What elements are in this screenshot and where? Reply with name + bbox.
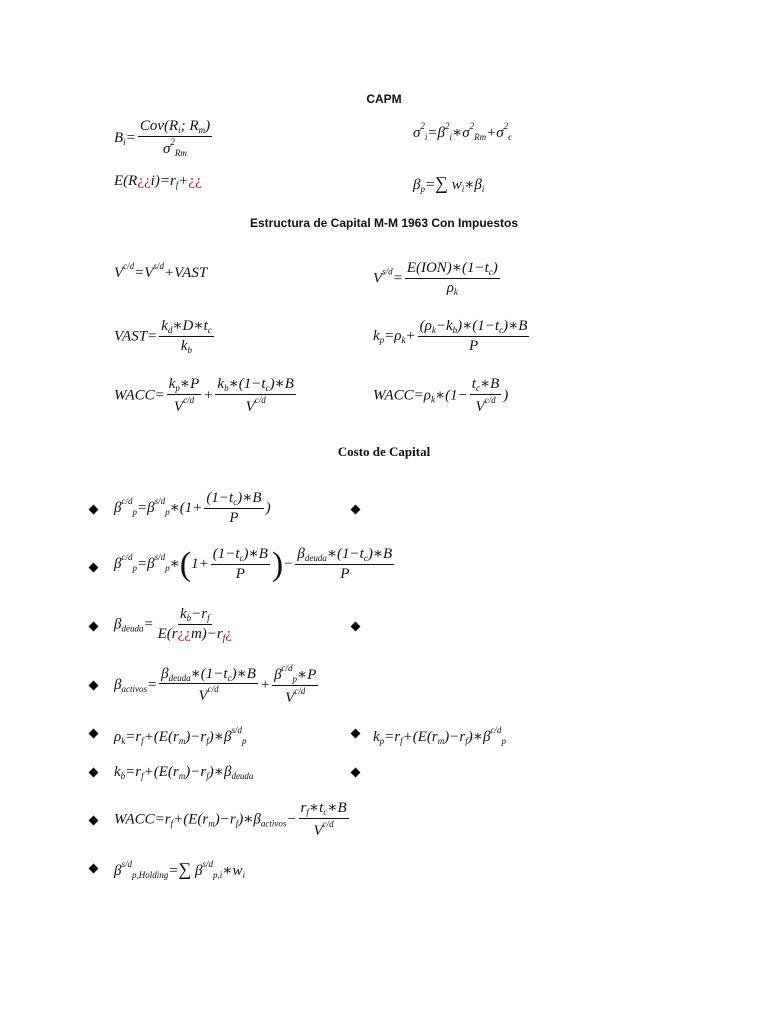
formula-beta-activos: $\beta_{activos}=$ $\beta_{deuda}∗(1-t_c)∗B$ $V^{c/d}$ + $\frac{\beta^{c/d}_p∗P}{V^{c/d}}$: [114, 663, 317, 706]
bullet: [89, 768, 99, 778]
bullet: [351, 622, 361, 632]
formula-wacc-capm: $WACC=r_f+(E(r_m)-r_f)∗\beta_{activos}-$ $\frac{r_f∗t_c∗B}{V^{c/d}}$: [114, 800, 347, 839]
formula-kp: $k_p=\rho_k+$ $\frac{(\rho_k-k_b)∗(1-t_c)∗B}{P}$: [373, 318, 528, 354]
bullet: [89, 622, 99, 632]
formula-value-unlevered: $V^{s/d}=$ $E(ION)∗(1-t_c)$ $\rho_k$: [373, 260, 498, 297]
formula-kb-capm: $k_b=r_f+(E(r_m)-r_f)∗\beta_{deuda}$: [114, 764, 254, 781]
formula-kp-capm: $k_p=r_f+(E(r_m)-r_f)∗\beta^{c/d}_p$: [373, 725, 506, 746]
formula-beta-levered-1: $\beta^{c/d}_p=\beta^{s/d}_p∗(1+$ $\frac{(1-t_c)∗B}{P}$ ): [114, 490, 271, 526]
formula-beta-holding: $\beta^{s/d}_{p,Holding}=\sum$ $\beta^{s/d}_{p,i}∗w_i$: [114, 859, 245, 880]
formula-wacc-1: WACC= $\frac{k_p∗P}{V^{c/d}}$ + $\frac{k_b∗(1-t_c)∗B}{V^{c/d}}$: [114, 376, 294, 415]
bullet: [89, 816, 99, 826]
bullet: [89, 864, 99, 874]
bullet: [351, 505, 361, 515]
bullet: [89, 563, 99, 573]
section-title-mm: Estructura de Capital M-M 1963 Con Impuestos: [249, 216, 519, 230]
formula-value-levered: $V^{c/d}=V^{s/d}+VAST$: [114, 261, 208, 281]
formula-rho-k: $\rho_k=r_f+(E(r_m)-r_f)∗\beta^{s/d}_p$: [114, 725, 247, 746]
bullet: [89, 729, 99, 739]
formula-portfolio-beta: $\beta_p=\sum$ $w_i∗\beta_i$: [413, 173, 485, 194]
formula-beta-capm: $B_i=$ $Cov(R_i$; $R_m$) $\sigma^2_{Rm}$: [114, 118, 211, 158]
formula-expected-return: $E(R¿¿i)=r_f+¿¿$: [114, 173, 202, 190]
section-title-capm: CAPM: [366, 92, 402, 106]
formula-beta-deuda: $\beta_{deuda}=$ $\frac{k_b-r_f}{E(r¿¿m)-r_f¿}$: [114, 606, 232, 643]
formula-vast: VAST= $\frac{k_d∗D∗t_c}{k_b}$: [114, 318, 212, 355]
bullet: [89, 681, 99, 691]
section-title-costo: Costo de Capital: [337, 444, 431, 459]
formula-beta-levered-2: $\beta^{c/d}_p=\beta^{s/d}_p∗(1+$ $\frac{(1-t_c)∗B}{P}$ )− $\beta_{deuda}∗(1-t_c)∗B$ P: [114, 545, 393, 583]
formula-wacc-2: $WACC=\rho_k∗(1-$ $\frac{t_c∗B}{V^{c/d}}$ ): [373, 376, 509, 415]
bullet: [351, 729, 361, 739]
bullet: [89, 505, 99, 515]
bullet: [351, 768, 361, 778]
formula-variance: $\sigma^2_i=\beta^2_i∗\sigma^2_{Rm}+\sigma^2_\epsilon$: [413, 121, 512, 142]
